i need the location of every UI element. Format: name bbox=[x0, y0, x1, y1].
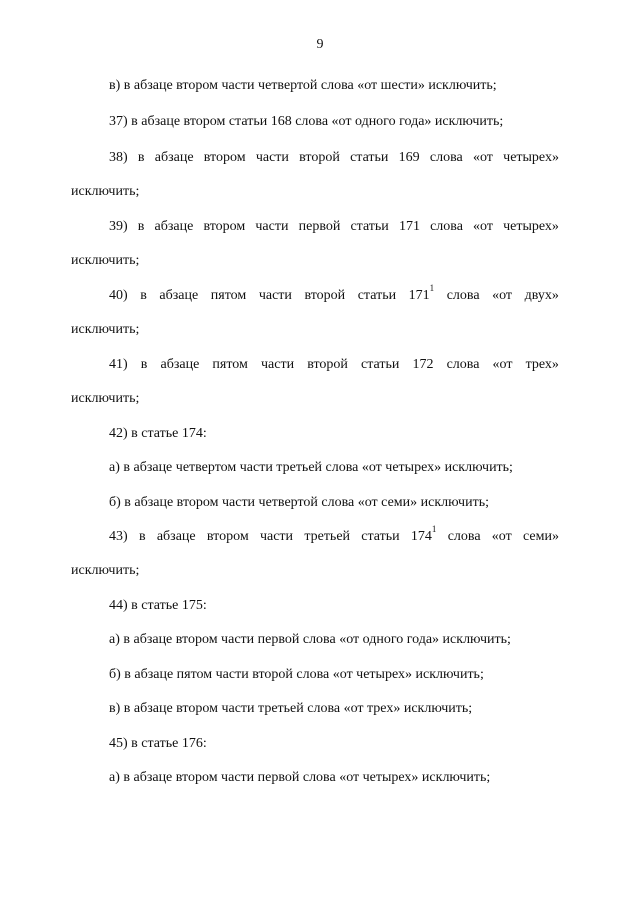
word: абзаце bbox=[160, 357, 200, 372]
text-line: а) в абзаце втором части первой слова «от четырех» исключить; bbox=[109, 770, 491, 785]
word: абзаце bbox=[154, 219, 194, 234]
word: четырех» bbox=[503, 219, 559, 234]
word: в bbox=[137, 150, 145, 165]
text-line: 42) в статье 174: bbox=[109, 426, 207, 441]
word: статьи bbox=[350, 150, 389, 165]
word: статьи bbox=[357, 288, 397, 303]
word: абзаце bbox=[154, 150, 194, 165]
word: части bbox=[255, 219, 289, 234]
text-line: б) в абзаце пятом части второй слова «от четырех» исключить; bbox=[109, 667, 484, 682]
word: части bbox=[258, 288, 292, 303]
word: пятом bbox=[210, 288, 247, 303]
word: статьи bbox=[361, 529, 400, 544]
justified-line bbox=[109, 356, 559, 374]
word: статьи bbox=[350, 219, 389, 234]
word: 169 bbox=[398, 150, 420, 165]
word: семи» bbox=[523, 529, 559, 544]
word: 39) bbox=[109, 219, 128, 234]
text-line: в) в абзаце втором части третьей слова «от трех» исключить; bbox=[109, 701, 473, 716]
text-line: исключить; bbox=[71, 184, 140, 199]
text-line: б) в абзаце втором части четвертой слова «от семи» исключить; bbox=[109, 495, 489, 510]
justified-line-with-superscript bbox=[109, 524, 559, 546]
word: 43) bbox=[109, 529, 128, 544]
word: втором bbox=[203, 219, 246, 234]
justified-line bbox=[109, 218, 559, 236]
word: 38) bbox=[109, 150, 128, 165]
word: «от bbox=[492, 288, 513, 303]
word: «от bbox=[472, 150, 493, 165]
text-line: 37) в абзаце втором статьи 168 слова «от одного года» исключить; bbox=[109, 114, 504, 129]
word: второй bbox=[299, 150, 340, 165]
superscript: 1 bbox=[429, 283, 435, 294]
word: слова bbox=[429, 150, 463, 165]
text-line: 44) в статье 175: bbox=[109, 598, 207, 613]
word: втором bbox=[203, 150, 246, 165]
text-line: а) в абзаце втором части первой слова «от одного года» исключить; bbox=[109, 632, 511, 647]
word: части bbox=[255, 150, 289, 165]
word: двух» bbox=[524, 288, 559, 303]
word: втором bbox=[206, 529, 249, 544]
word: «от bbox=[491, 529, 512, 544]
word: 40) bbox=[109, 288, 128, 303]
text-line: исключить; bbox=[71, 253, 140, 268]
word: пятом bbox=[212, 357, 248, 372]
justified-line bbox=[109, 149, 559, 167]
word: в bbox=[137, 219, 145, 234]
text-line: а) в абзаце четвертом части третьей слова «от четырех» исключить; bbox=[109, 460, 513, 475]
word: «от bbox=[492, 357, 513, 372]
word: абзаце bbox=[156, 529, 196, 544]
word: слова bbox=[430, 219, 463, 234]
text-line: исключить; bbox=[71, 563, 140, 578]
text-line: в) в абзаце втором части четвертой слова «от шести» исключить; bbox=[109, 78, 497, 93]
word: $174^1$ bbox=[410, 524, 437, 544]
word: первой bbox=[298, 219, 341, 234]
word: части bbox=[261, 357, 295, 372]
word: слова bbox=[446, 288, 480, 303]
word: статьи bbox=[361, 357, 400, 372]
word: второй bbox=[304, 288, 346, 303]
word: 172 bbox=[412, 357, 434, 372]
word: в bbox=[138, 529, 146, 544]
word: второй bbox=[307, 357, 348, 372]
word: части bbox=[259, 529, 294, 544]
word: в bbox=[140, 288, 147, 303]
word: 41) bbox=[109, 357, 128, 372]
word: абзаце bbox=[159, 288, 199, 303]
word: слова bbox=[446, 357, 480, 372]
word: «от bbox=[473, 219, 493, 234]
word: третьей bbox=[304, 529, 351, 544]
text-line: исключить; bbox=[71, 391, 140, 406]
text-line: исключить; bbox=[71, 322, 140, 337]
text-line: 45) в статье 176: bbox=[109, 736, 207, 751]
word: трех» bbox=[525, 357, 559, 372]
superscript: 1 bbox=[431, 524, 437, 535]
word: в bbox=[140, 357, 148, 372]
word: слова bbox=[447, 529, 481, 544]
word: четырех» bbox=[503, 150, 559, 165]
word: 171 bbox=[398, 219, 420, 234]
justified-line-with-superscript bbox=[109, 283, 559, 305]
word: $171^1$ bbox=[408, 283, 435, 303]
page-number: 9 bbox=[316, 37, 324, 52]
